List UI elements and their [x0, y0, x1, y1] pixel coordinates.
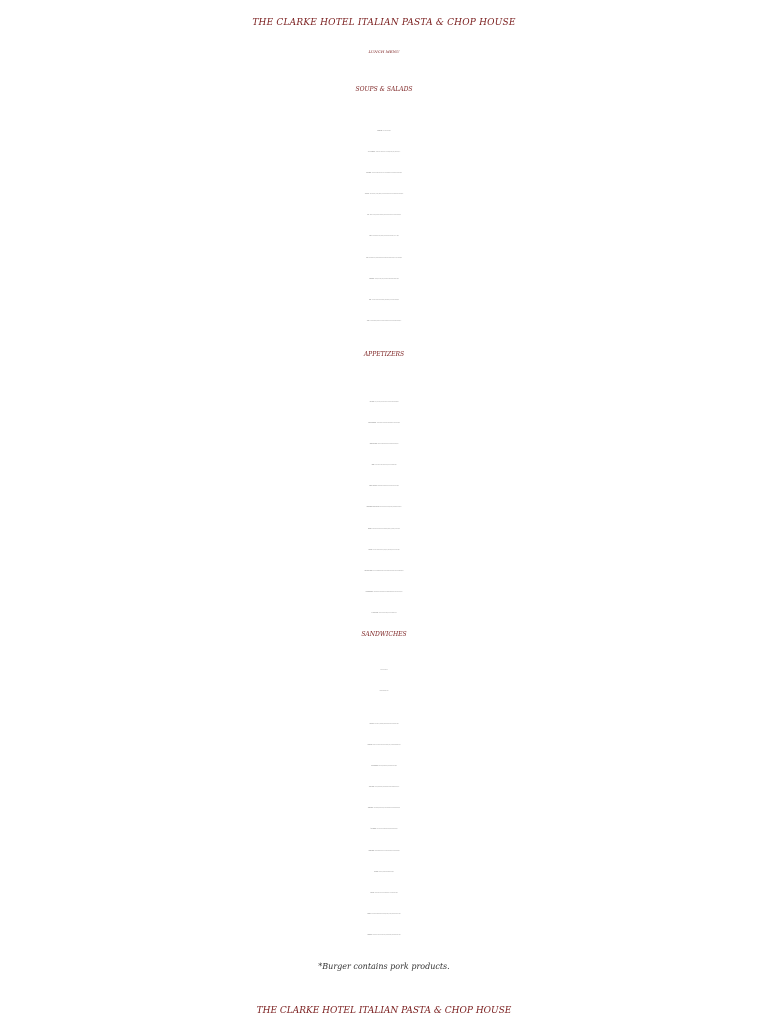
menu-item-name: [371, 766, 378, 767]
menu-item: [0, 476, 768, 497]
menu-item: [0, 311, 768, 332]
menu-item-name: [368, 152, 375, 153]
menu-item: [0, 756, 768, 777]
menu-item: [0, 434, 768, 455]
sandwich-note: [0, 660, 768, 681]
menu-item: [0, 582, 768, 603]
sandwiches-notes: [0, 660, 768, 702]
menu-item: [0, 819, 768, 840]
menu-item-description: [369, 215, 401, 216]
menu-item-description: [371, 914, 401, 915]
page-title: THE CLARKE HOTEL ITALIAN PASTA & CHOP HOUSE: [252, 18, 516, 28]
menu-item-description: [372, 236, 399, 237]
menu-item: [0, 603, 768, 624]
section-heading-appetizers: APPETIZERS: [363, 351, 405, 358]
menu-item-description: [371, 300, 399, 301]
menu-subtitle: LUNCH MENU: [368, 49, 400, 54]
menu-item-description: [369, 194, 403, 195]
menu-item: [0, 540, 768, 561]
menu-item: [0, 184, 768, 205]
menu-item: [0, 290, 768, 311]
menu-item-description: [373, 592, 403, 593]
menu-item-description: [374, 787, 399, 788]
menu-item-description: [374, 893, 398, 894]
menu-item-description: [374, 851, 399, 852]
menu-item-description: [374, 279, 399, 280]
sandwiches-list: [0, 714, 768, 946]
menu-item: [0, 519, 768, 540]
menu-item-description: [368, 258, 402, 259]
menu-item: [0, 142, 768, 163]
menu-item: [0, 413, 768, 434]
menu-item-description: [372, 529, 400, 530]
menu-item-description: [372, 935, 400, 936]
menu-item-description: [374, 402, 399, 403]
menu-item-description: [375, 152, 400, 153]
menu-item-description: [371, 173, 402, 174]
menu-item: [0, 121, 768, 142]
menu-item-name: [367, 507, 380, 508]
menu-item: [0, 925, 768, 946]
menu-item-description: [372, 745, 400, 746]
appetizers-list: [0, 392, 768, 624]
menu-item: [0, 455, 768, 476]
section-heading-sandwiches: SANDWICHES: [361, 631, 407, 638]
menu-item-description: [369, 321, 401, 322]
menu-item-name: [370, 444, 377, 445]
menu-item: [0, 798, 768, 819]
menu-item: [0, 561, 768, 582]
menu-item-name: [366, 592, 373, 593]
menu-item: [0, 205, 768, 226]
menu-item-description: [373, 808, 400, 809]
menu-item: [0, 226, 768, 247]
menu-item-description: [372, 571, 403, 572]
menu-item: [0, 883, 768, 904]
section-heading-soups-salads: SOUPS & SALADS: [355, 86, 413, 93]
menu-item: [0, 841, 768, 862]
sandwich-note: [0, 681, 768, 702]
menu-item-description: [376, 423, 400, 424]
menu-item: [0, 862, 768, 883]
menu-item-description: [372, 550, 399, 551]
menu-item-description: [378, 766, 397, 767]
menu-item-description: [377, 486, 398, 487]
menu-item: [0, 777, 768, 798]
menu-item: [0, 392, 768, 413]
next-page-title: THE CLARKE HOTEL ITALIAN PASTA & CHOP HOUSE: [256, 1006, 512, 1016]
menu-item: [0, 163, 768, 184]
soups-salads-list: [0, 121, 768, 332]
menu-item: [0, 904, 768, 925]
menu-item: [0, 714, 768, 735]
menu-item: [0, 497, 768, 518]
burger-footnote: *Burger contains pork products.: [318, 962, 450, 971]
menu-item-description: [374, 724, 399, 725]
menu-item-description: [377, 444, 399, 445]
menu-item: [0, 269, 768, 290]
menu-item-description: [374, 465, 396, 466]
menu-item-name: [368, 423, 376, 424]
menu-item-description: [378, 872, 394, 873]
menu-item-description: [382, 131, 391, 132]
menu-item: [0, 735, 768, 756]
menu-item-description: [376, 829, 397, 830]
menu-item: [0, 248, 768, 269]
menu-item-description: [379, 507, 401, 508]
menu-item-description: [378, 613, 396, 614]
